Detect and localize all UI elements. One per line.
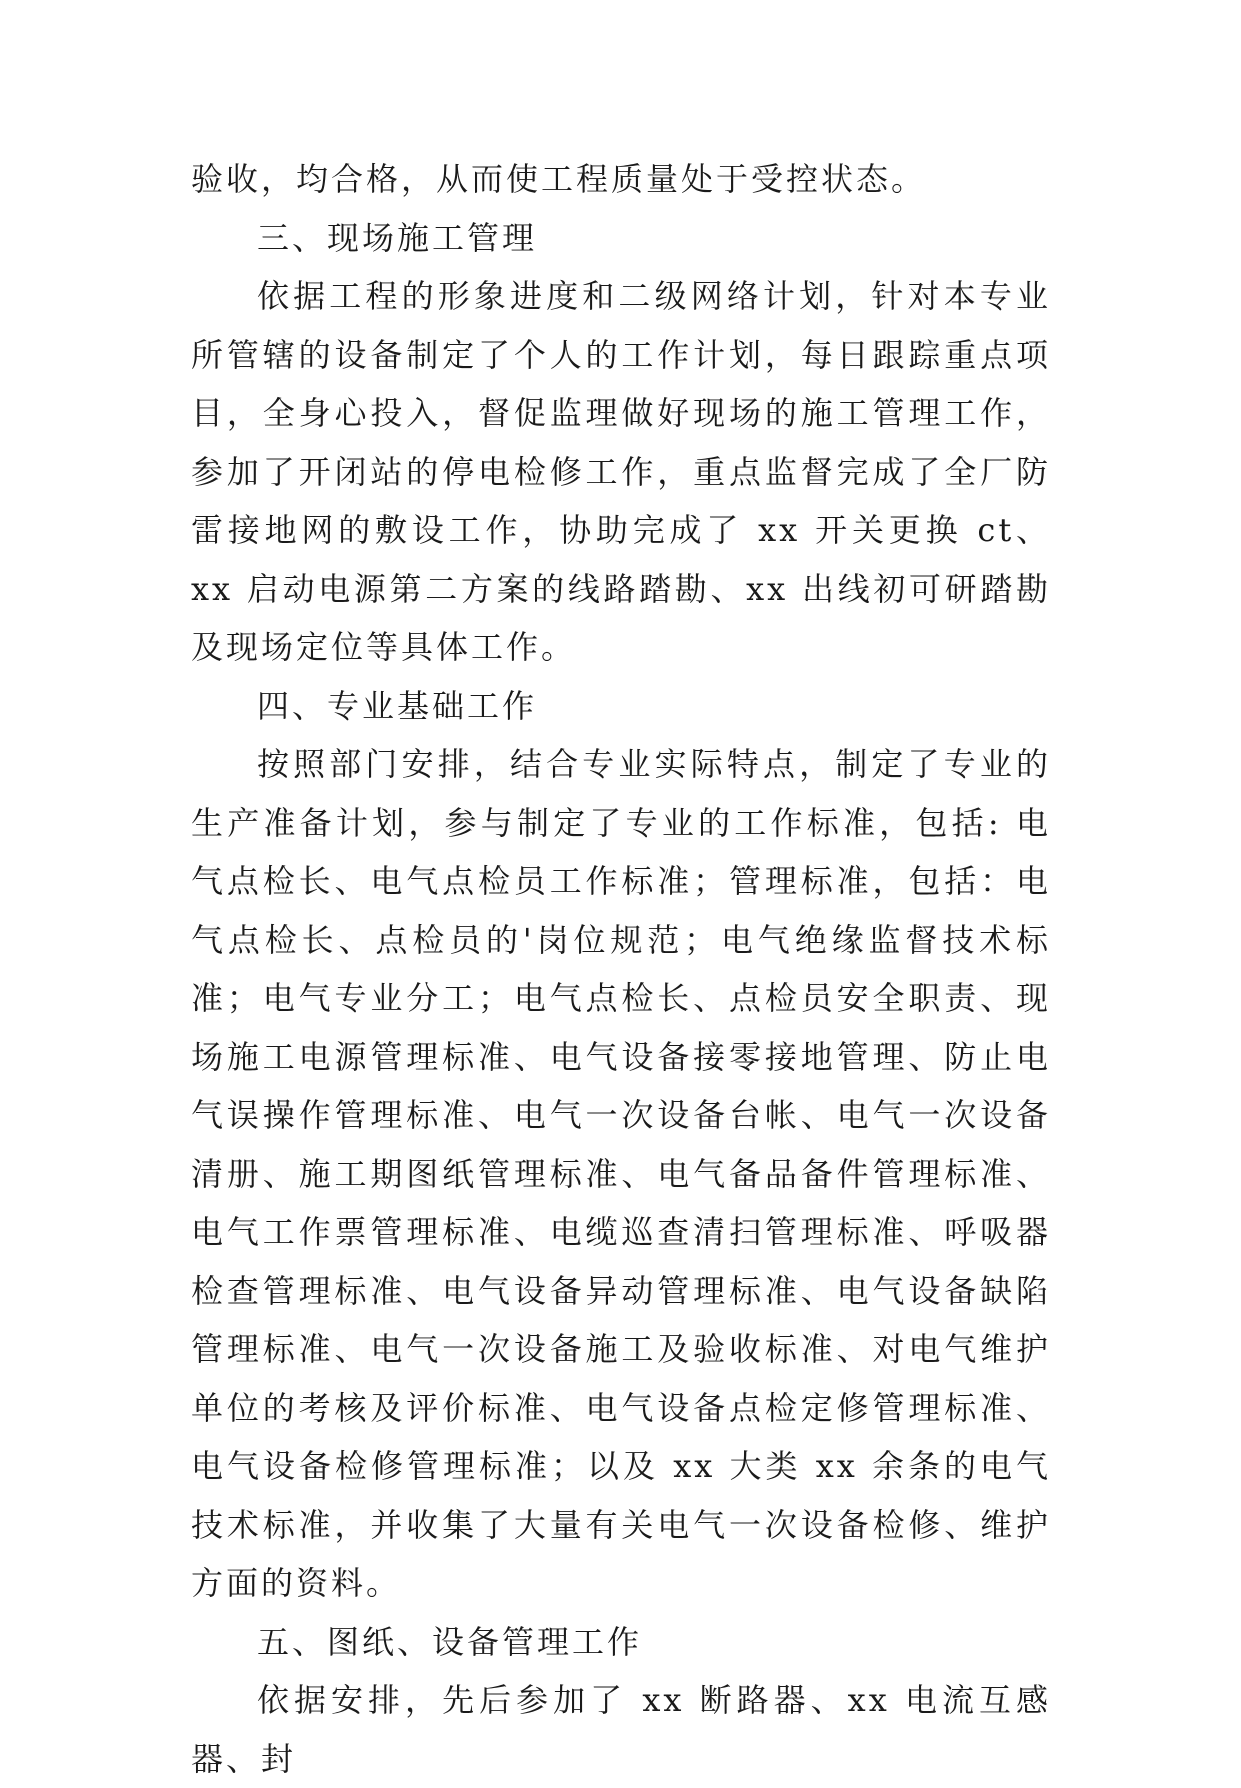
paragraph-continuation: 验收，均合格，从而使工程质量处于受控状态。 — [191, 160, 927, 198]
paragraph-basic-work: 按照部门安排，结合专业实际特点，制定了专业的生产准备计划，参与制定了专业的工作标准，包括: 电气点检长、电气点检员工作标准；管理标准，包括：电气点检长、点检员的'岗位规范；电气绝缘监督技术标准；电气专业分工；电气点检长、点检员安全职责、现场施工电源管理标准、电气设备接零接地管理、防止电气误操作管理标准、电气一次设备台帐、电气一次设备清册、施工期图纸管理标准、电气备品备件管理标准、电气工作票管理标准、电缆巡查清扫管理标准、呼吸器检查管理标准、电气设备异动管理标准、电气设备缺陷管理标准、电气一次设备施工及验收标准、对电气维护单位的考核及评价标准、电气设备点检定修管理标准、电气设备检修管理标准；以及 xx 大类 xx 余条的电气技术标准，并收集了大量有关电气一次设备检修、维护方面的资料。 — [191, 745, 1051, 1602]
section-heading-5: 五、图纸、设备管理工作 — [257, 1622, 643, 1661]
paragraph-drawings-equipment: 依据安排，先后参加了 xx 断路器、xx 电流互感器、封 — [191, 1681, 1051, 1778]
section-heading-3: 三、现场施工管理 — [257, 218, 538, 257]
paragraph-site-management: 依据工程的形象进度和二级网络计划，针对本专业所管辖的设备制定了个人的工作计划，每日跟踪重点项目，全身心投入，督促监理做好现场的施工管理工作，参加了开闭站的停电检修工作，重点监督完成了全厂防雷接地网的敷设工作，协助完成了 xx 开关更换 ct、xx 启动电源第二方案的线路踏勘、xx 出线初可研踏勘及现场定位等具体工作。 — [191, 277, 1051, 666]
document-body — [191, 150, 1051, 1788]
section-heading-4: 四、专业基础工作 — [257, 686, 538, 725]
